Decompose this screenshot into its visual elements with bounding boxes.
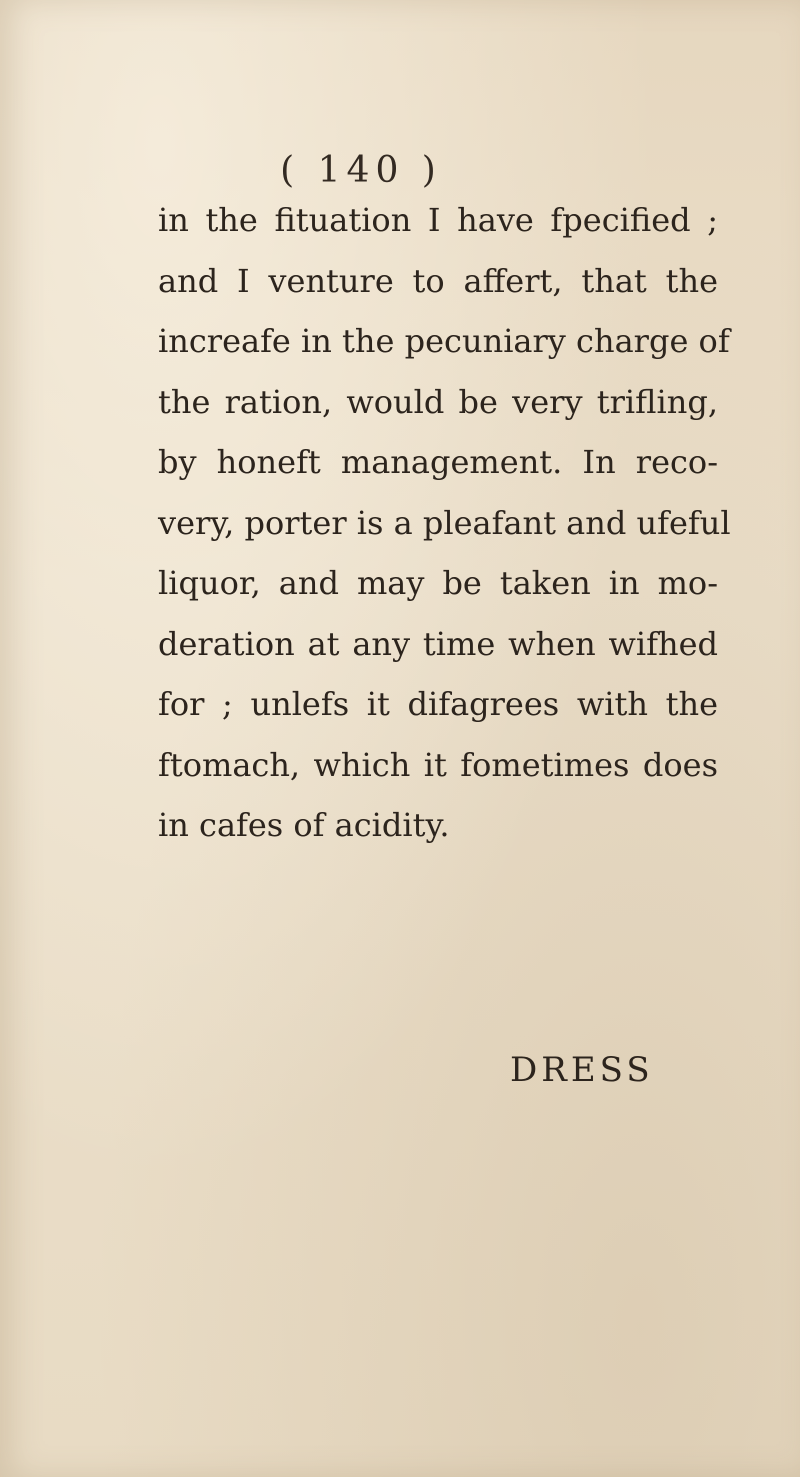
text-line: in cafes of acidity. [158, 806, 450, 844]
text-line: for ; unlefs it difagrees with the [158, 685, 718, 723]
text-line: deration at any time when wifhed [158, 624, 718, 663]
page-number: ( 140 ) [280, 150, 442, 191]
text-line: in the fituation I have fpecified ; [158, 201, 718, 239]
catchword: DRESS [510, 1050, 654, 1090]
body-text [158, 190, 731, 856]
text-line: very, porter is a pleafant and ufeful [158, 503, 731, 542]
text-line: ftomach, which it fometimes does [158, 745, 718, 784]
text-line: increafe in the pecuniary charge of [158, 322, 730, 360]
text-line: the ration, would be very trifling, [158, 382, 718, 421]
text-line: and I venture to affert, that the [158, 261, 718, 300]
text-line: liquor, and may be taken in mo- [158, 564, 718, 602]
text-line: by honeft management. In reco- [158, 443, 718, 481]
